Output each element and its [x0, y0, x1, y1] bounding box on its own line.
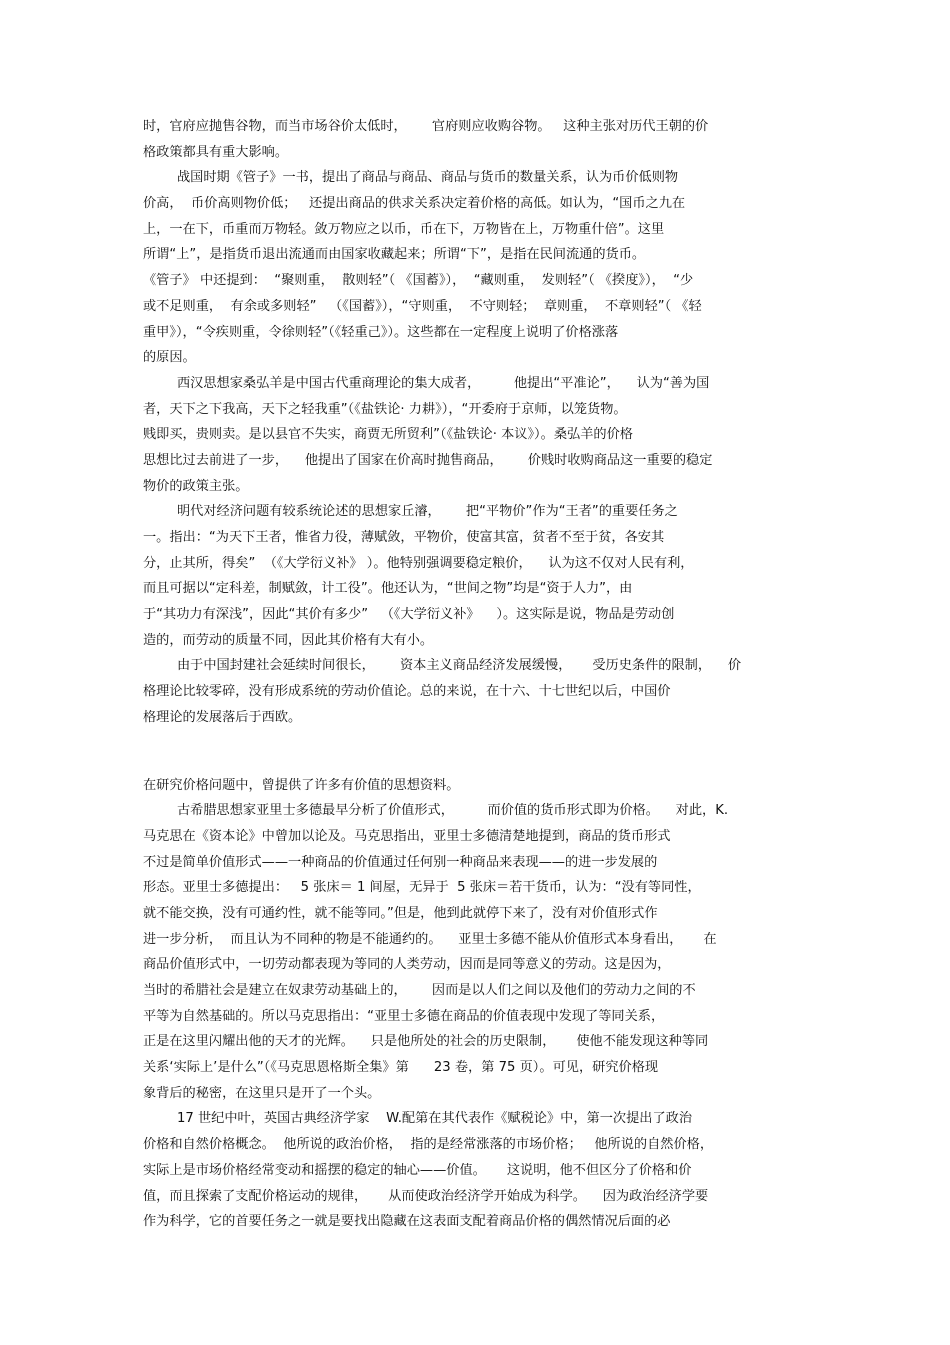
text-line: 《管子》 中还提到： “聚则重， 散则轻”（ 《国蓄》）， “藏则重， 发则轻”（ 《揆度》）， “少 — [143, 273, 694, 289]
text-line: 或不足则重， 有余或多则轻” （《国蓄》），“守则重， 不守则轻； 章则重， 不章则轻”（ 《轻 — [143, 298, 702, 314]
text-line: 重甲》），“令疾则重，令徐则轻”（《轻重己》）。这些都在一定程度上说明了价格涨落 — [143, 324, 619, 340]
text-line: 马克思在《资本论》中曾加以论及。马克思指出，亚里士多德清楚地提到，商品的货币形式 — [143, 828, 671, 844]
text-line: 值，而且探索了支配价格运动的规律， 从而使政治经济学开始成为科学。 因为政治经济学要 — [143, 1188, 709, 1204]
paragraphs-before — [143, 114, 809, 731]
text-line: 思想比过去前进了一步， 他提出了国家在价高时抛售商品， 价贱时收购商品这一重要的稳定 — [143, 452, 713, 468]
text-line: 由于中国封建社会延续时间很长， 资本主义商品经济发展缓慢， 受历史条件的限制， 价 — [177, 658, 742, 674]
paragraph — [143, 1106, 809, 1234]
text-line: 实际上是市场价格经常变动和摇摆的稳定的轴心——价值。 这说明，他不但区分了价格和价 — [143, 1162, 692, 1178]
text-line: 西汉思想家桑弘羊是中国古代重商理论的集大成者， 他提出“平准论”， 认为“善为国 — [177, 375, 710, 391]
paragraphs-after — [143, 773, 809, 1235]
text-line: 于“其功力有深浅”，因此“其价有多少” （《大学衍义补》 ）。这实际是说，物品是劳动创 — [143, 607, 675, 623]
paragraph — [143, 499, 809, 653]
text-line: 价高， 币价高则物价低； 还提出商品的供求关系决定着价格的高低。如认为，“国币之九在 — [143, 196, 686, 212]
text-line: 当时的希腊社会是建立在奴隶劳动基础上的， 因而是以人们之间以及他们的劳动力之间的不 — [143, 983, 696, 998]
text-line: 时，官府应抛售谷物，而当市场谷价太低时， 官府则应收购谷物。 这种主张对历代王朝的价 — [143, 119, 709, 134]
text-line: 关系‘实际上’是什么”（《马克思恩格斯全集》第 23 卷，第 75 页）。可见，研究价格现 — [143, 1060, 659, 1076]
paragraph — [143, 165, 809, 371]
text-line: 所谓“上”，是指货币退出流通而由国家收藏起来；所谓“下”，是指在民间流通的货币。 — [143, 247, 646, 263]
text-line: 17 世纪中叶，英国古典经济学家 W.配第在其代表作《赋税论》中，第一次提出了政治 — [177, 1111, 693, 1127]
text-line: 而且可据以“定科差，制赋敛，计工役”。他还认为，“世间之物”均是“资于人力”，由 — [143, 581, 633, 597]
text-line: 商品价值形式中，一切劳动都表现为等同的人类劳动，因而是同等意义的劳动。这是因为， — [143, 957, 671, 973]
text-line: 贱即买，贵则卖。是以县官不失实，商贾无所贸利”（《盐铁论· 本议》）。桑弘羊的价格 — [143, 427, 633, 443]
text-line: 正是在这里闪耀出他的天才的光辉。 只是他所处的社会的历史限制， 使他不能发现这种等同 — [143, 1034, 709, 1050]
text-line: 作为科学，它的首要任务之一就是要找出隐藏在这表面支配着商品价格的偶然情况后面的必 — [143, 1214, 671, 1230]
paragraph — [143, 798, 809, 1106]
text-line: 格理论的发展落后于西欧。 — [143, 709, 302, 725]
text-line: 格理论比较零碎，没有形成系统的劳动价值论。总的来说，在十六、十七世纪以后，中国价 — [143, 684, 671, 700]
text-line: 战国时期《管子》一书，提出了商品与商品、商品与货币的数量关系，认为币价低则物 — [177, 170, 679, 186]
text-line: 就不能交换，没有可通约性，就不能等同。”但是，他到此就停下来了，没有对价值形式作 — [143, 905, 658, 921]
text-line: 分，止其所，得矣” （《大学衍义补》 ）。他特别强调要稳定粮价， 认为这不仅对人民有利， — [143, 555, 694, 571]
text-line: 的原因。 — [143, 350, 196, 366]
paragraph — [143, 773, 809, 799]
paragraph — [143, 371, 809, 499]
text-line: 一。指出：“为天下王者，惟省力役，薄赋敛，平物价，使富其富，贫者不至于贫，各安其 — [143, 530, 665, 545]
paragraph — [143, 653, 809, 730]
text-line: 进一步分析， 而且认为不同种的物是不能通约的。 亚里士多德不能从价值形式本身看出， 在 — [143, 931, 717, 947]
text-line: 平等为自然基础的。所以马克思指出：“亚里士多德在商品的价值表现中发现了等同关系， — [143, 1008, 665, 1024]
text-line: 在研究价格问题中，曾提供了许多有价值的思想资料。 — [143, 777, 460, 793]
text-line: 古希腊思想家亚里士多德最早分析了价值形式， 而价值的货币形式即为价格。 对此，K. — [177, 803, 729, 819]
text-line: 造的，而劳动的质量不同，因此其价格有大有小。 — [143, 632, 434, 648]
text-line: 物价的政策主张。 — [143, 478, 249, 494]
section-heading-line — [143, 733, 809, 773]
text-line: 明代对经济问题有较系统论述的思想家丘濬， 把“平物价”作为“王者”的重要任务之 — [177, 504, 678, 520]
text-line: 者，天下之下我高，天下之轻我重”（《盐铁论· 力耕》），“开委府于京师，以笼货物。 — [143, 401, 627, 417]
text-line: 价格和自然价格概念。 他所说的政治价格， 指的是经常涨落的市场价格； 他所说的自然价格， — [143, 1137, 714, 1153]
text-line: 上，一在下，币重而万物轻。敛万物应之以币，币在下，万物皆在上，万物重什倍”。这里 — [143, 221, 665, 237]
text-line: 格政策都具有重大影响。 — [143, 144, 289, 160]
text-line: 不过是简单价值形式——一种商品的价值通过任何别一种商品来表现——的进一步发展的 — [143, 854, 658, 870]
paragraph — [143, 114, 809, 165]
document-page — [143, 114, 809, 1235]
text-line: 形态。亚里士多德提出： 5 张床＝ 1 间屋，无异于 5 张床＝若干货币，认为：“没有等同性， — [143, 880, 701, 896]
text-line: 象背后的秘密，在这里只是开了一个头。 — [143, 1085, 381, 1101]
